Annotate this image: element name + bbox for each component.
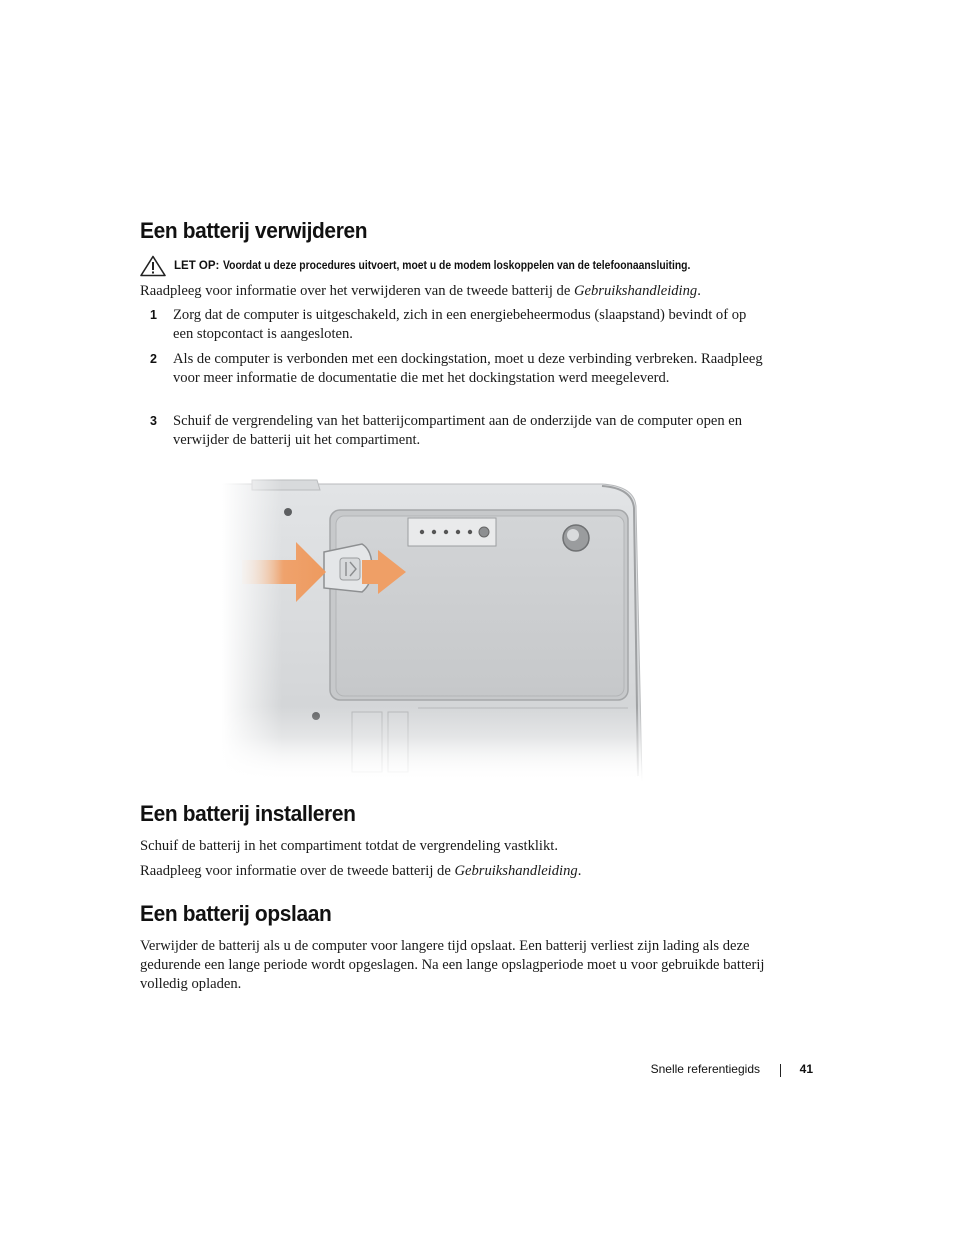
remove-intro-end: . — [697, 283, 701, 299]
step-number: 3 — [150, 414, 157, 428]
user-guide-reference: Gebruikshandleiding — [454, 863, 578, 879]
page-number: 41 — [799, 1062, 813, 1076]
warning-triangle-icon — [140, 255, 166, 277]
install-paragraph-2-end: . — [577, 863, 582, 879]
caution-note — [140, 254, 743, 278]
step-number: 2 — [150, 352, 157, 366]
install-paragraph-2-text: Raadpleeg voor informatie over de tweede batterij de — [140, 863, 455, 879]
store-paragraph: Verwijder de batterij als u de computer voor langere tijd opslaat. Een batterij verliest zijn lading als deze gedurende een lange periode wordt opgeslagen. Na een lange opslagperiode moet u voor gebruikde batterij volledig opladen. — [140, 938, 765, 992]
install-paragraph-2 — [140, 862, 760, 881]
install-paragraph-1: Schuif de batterij in het compartiment totdat de vergrendeling vastklikt. — [140, 838, 558, 854]
user-guide-reference: Gebruikshandleiding — [573, 283, 698, 299]
step-text: Zorg dat de computer is uitgeschakeld, zich in een energiebeheermodus (slaapstand) bevindt of op een stopcontact is aangesloten. — [173, 307, 747, 342]
remove-intro-text: Raadpleeg voor informatie over het verwijderen van de tweede batterij de — [140, 283, 574, 299]
step-text: Schuif de vergrendeling van het batterijcompartiment aan de onderzijde van de computer open en verwijder de batterij uit het compartiment. — [173, 413, 743, 448]
footer-title: Snelle referentiegids — [650, 1062, 760, 1076]
battery-removal-illustration — [222, 476, 646, 782]
heading-remove-battery: Een batterij verwijderen — [140, 218, 368, 243]
caution-text: Voordat u deze procedures uitvoert, moet u de modem loskoppelen van de telefoonaansluiting. — [223, 260, 691, 272]
step-number: 1 — [150, 308, 157, 322]
caution-label: LET OP: — [174, 260, 220, 272]
footer-separator — [780, 1064, 781, 1077]
heading-install-battery: Een batterij installeren — [140, 801, 356, 826]
page-footer — [600, 1062, 815, 1080]
remove-intro — [140, 282, 760, 301]
heading-store-battery: Een batterij opslaan — [140, 901, 332, 926]
step-text: Als de computer is verbonden met een dockingstation, moet u deze verbinding verbreken. Raadpleeg voor meer informatie de documentatie die met het dockingstation werd meegeleverd. — [173, 351, 763, 386]
